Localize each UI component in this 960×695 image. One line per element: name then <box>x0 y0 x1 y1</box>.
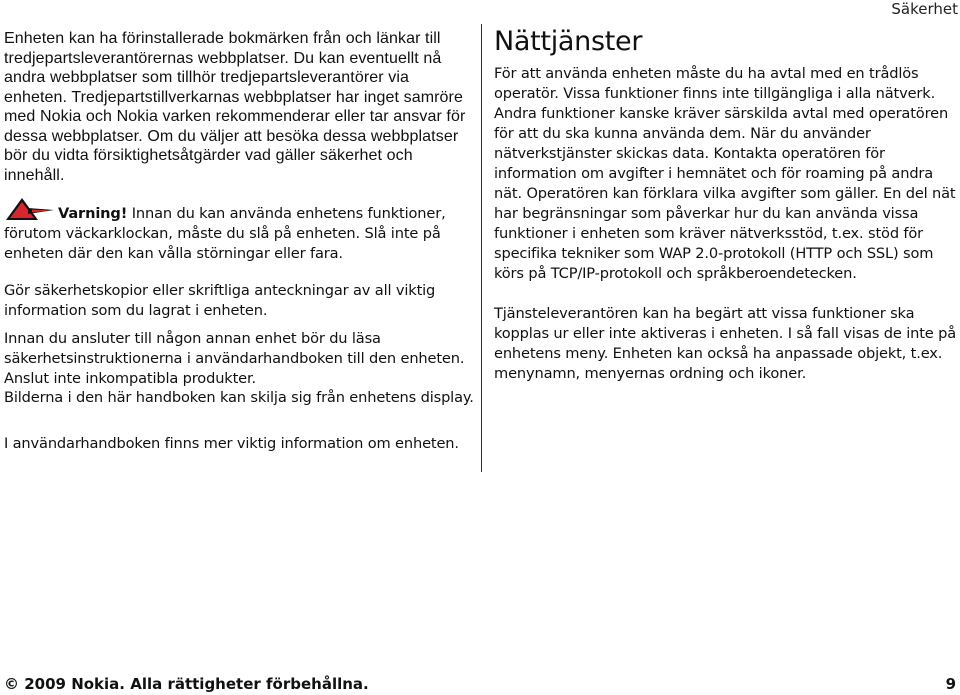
network-services-paragraph: För att använda enheten måste du ha avtal med en trådlös operatör. Vissa funktioner finns inte tillgängliga i alla nätverk. Andra funktioner kanske kräver särskilda avtal med operatören för att du ska kunna använda dem. När du använder nätverkstjänster skickas data. Kontakta operatören för information om avgifter i hemnätet och för roaming på andra nät. Operatören kan förklara vilka avgifter som gäller. En del nät har begränsningar som påverkar hur du kan använda vissa funktioner i enheten som kräver nätverksstöd, t.ex. stöd för specifika tekniker som WAP 2.0-protokoll (HTTP och SSL) som körs på TCP/IP-protokoll och språkberoendetecken. <box>494 65 956 282</box>
more-info-paragraph: I användarhandboken finns mer viktig information om enheten. <box>4 435 459 452</box>
copyright: © 2009 Nokia. Alla rättigheter förbehållna. <box>4 675 369 693</box>
warning-paragraph <box>4 196 474 264</box>
bookmarks-paragraph: Enheten kan ha förinstallerade bokmärken från och länkar till tredjepartsleverantörernas webbplatser. Du kan eventuellt nå andra webbplatser som tillhör tredjepartsleverantörer via enheten. Tredjepartstillverkarnas webbplatser har inget samröre med Nokia och Nokia varken rekommenderar eller tar ansvar för dessa webbplatser. Om du väljer att besöka dessa webbplatser bör du vidta försiktighetsåtgärder vad gäller säkerhet och innehåll. <box>4 30 466 184</box>
page-number: 9 <box>945 675 956 693</box>
provider-paragraph: Tjänsteleverantören kan ha begärt att vissa funktioner ska kopplas ur eller inte aktiveras i enheten. I så fall visas de inte på enhetens meny. Enheten kan också ha anpassade objekt, t.ex. menynamn, menyernas ordning och ikoner. <box>494 305 957 382</box>
connect-paragraph: Innan du ansluter till någon annan enhet bör du läsa säkerhetsinstruktionerna i användarhandboken till den enheten. Anslut inte inkompatibla produkter. <box>4 330 465 387</box>
section-label: Säkerhet <box>891 0 958 18</box>
column-divider <box>481 24 482 472</box>
images-paragraph: Bilderna i den här handboken kan skilja sig från enhetens display. <box>4 389 474 406</box>
page-title: Nättjänster <box>494 26 643 57</box>
warning-text: Innan du kan använda enhetens funktioner, förutom väckarklockan, måste du slå på enheten. Slå inte på enheten där den kan vålla störningar eller fara. <box>4 205 446 262</box>
warning-icon <box>4 196 56 222</box>
backup-paragraph: Gör säkerhetskopior eller skriftliga anteckningar av all viktig information som du lagrat i enheten. <box>4 282 436 319</box>
warning-label: Varning! <box>58 205 128 222</box>
